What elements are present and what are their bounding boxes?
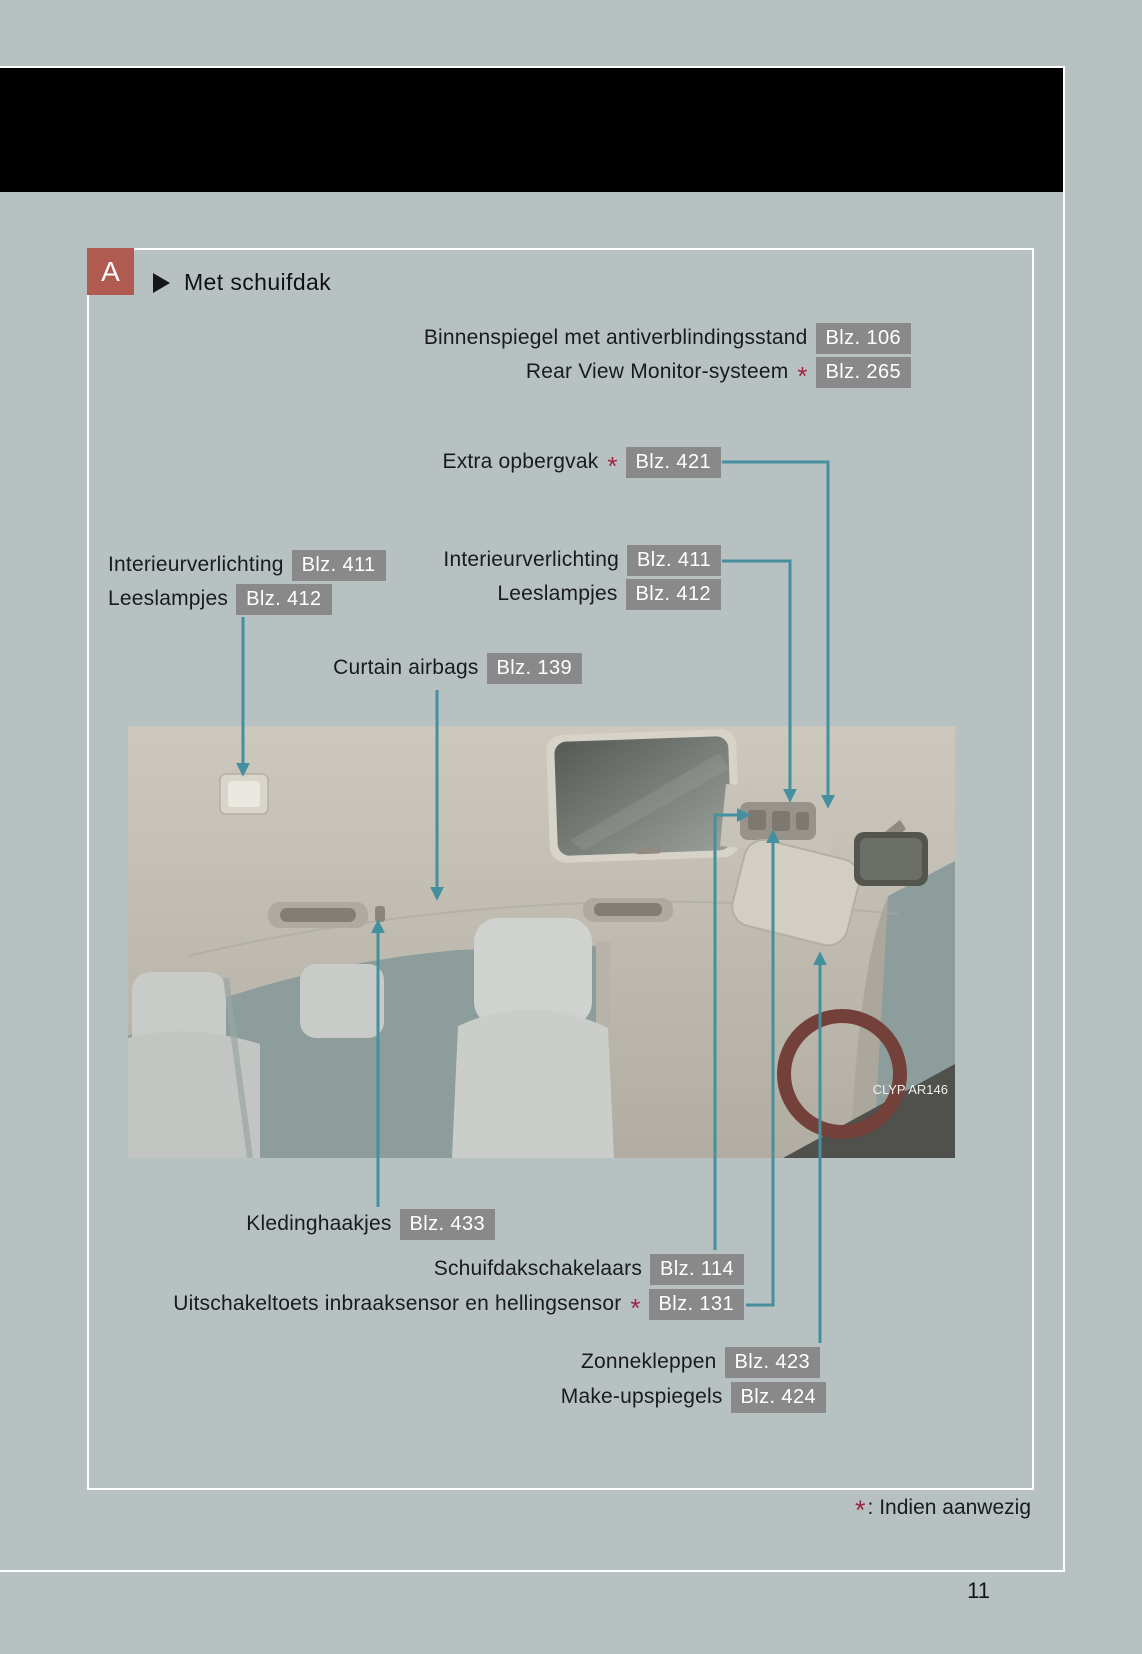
label-interieurverlichting-rechts bbox=[443, 544, 721, 576]
label-text: Interieurverlichting bbox=[443, 548, 620, 571]
page-ref-badge: Blz. 131 bbox=[649, 1289, 744, 1320]
page-ref-badge: Blz. 412 bbox=[236, 584, 331, 615]
label-text: Kledinghaakjes bbox=[246, 1212, 392, 1235]
asterisk-mark: * bbox=[797, 361, 808, 391]
label-curtain-airbags bbox=[333, 652, 582, 684]
page-ref-badge: Blz. 114 bbox=[650, 1254, 744, 1285]
label-text: Curtain airbags bbox=[333, 656, 479, 679]
asterisk-mark: * bbox=[630, 1293, 641, 1323]
section-marker bbox=[87, 248, 134, 295]
photo-watermark: CLYP AR146 bbox=[872, 1082, 948, 1097]
label-leeslampjes-links bbox=[108, 583, 332, 615]
label-leeslampjes-rechts bbox=[497, 578, 721, 610]
header-banner bbox=[0, 68, 1063, 192]
grab-handle-left bbox=[268, 902, 368, 928]
heading-pointer-icon bbox=[153, 273, 170, 293]
label-text: Extra opbergvak bbox=[442, 450, 599, 473]
coat-hook bbox=[375, 906, 385, 922]
page-ref-badge: Blz. 412 bbox=[626, 579, 721, 610]
car-interior-photo bbox=[128, 726, 955, 1158]
interior-light bbox=[220, 774, 268, 814]
page-ref-badge: Blz. 411 bbox=[292, 550, 386, 581]
label-text: Uitschakeltoets inbraaksensor en hellingsensor bbox=[173, 1292, 622, 1315]
page-ref-badge: Blz. 423 bbox=[725, 1347, 820, 1378]
label-extra-opbergvak bbox=[442, 446, 721, 481]
page-ref-badge: Blz. 424 bbox=[731, 1382, 826, 1413]
label-schuifdakschakelaars bbox=[434, 1253, 744, 1285]
label-zonnekleppen bbox=[581, 1346, 820, 1378]
label-rearview-monitor bbox=[525, 356, 911, 391]
label-text: Make-upspiegels bbox=[560, 1385, 723, 1408]
grab-handle-right bbox=[583, 898, 673, 922]
page-title: Met schuifdak bbox=[184, 269, 332, 295]
rear-headrest bbox=[300, 964, 384, 1038]
frame-line-right bbox=[1063, 66, 1065, 1572]
section-heading bbox=[153, 269, 331, 296]
footnote-text: : Indien aanwezig bbox=[867, 1496, 1031, 1519]
label-text: Rear View Monitor-systeem bbox=[525, 360, 789, 383]
label-text: Interieurverlichting bbox=[108, 553, 284, 576]
label-text: Leeslampjes bbox=[497, 582, 618, 605]
label-interieurverlichting-links bbox=[108, 549, 386, 581]
front-seat bbox=[452, 918, 614, 1158]
page-ref-badge: Blz. 411 bbox=[627, 545, 721, 576]
label-makeup-spiegels bbox=[561, 1381, 826, 1413]
asterisk-mark: * bbox=[855, 1495, 866, 1525]
page-ref-badge: Blz. 421 bbox=[626, 447, 721, 478]
page-ref-badge: Blz. 265 bbox=[816, 357, 911, 388]
footnote bbox=[854, 1495, 1031, 1525]
sunroof bbox=[546, 729, 740, 864]
frame-line-bottom bbox=[0, 1570, 1065, 1572]
label-uitschakeltoets bbox=[173, 1288, 744, 1323]
label-text: Schuifdakschakelaars bbox=[433, 1257, 643, 1280]
label-kledinghaakjes bbox=[246, 1208, 495, 1240]
label-text: Zonnekleppen bbox=[581, 1350, 717, 1373]
label-binnenspiegel bbox=[424, 322, 911, 354]
page-ref-badge: Blz. 433 bbox=[400, 1209, 495, 1240]
section-marker-label: A bbox=[101, 255, 120, 287]
label-text: Binnenspiegel met antiverblindingsstand bbox=[423, 326, 808, 349]
label-text: Leeslampjes bbox=[108, 587, 229, 610]
page-ref-badge: Blz. 106 bbox=[816, 323, 911, 354]
page-number: 11 bbox=[967, 1578, 990, 1603]
asterisk-mark: * bbox=[607, 451, 618, 481]
page-ref-badge: Blz. 139 bbox=[487, 653, 582, 684]
